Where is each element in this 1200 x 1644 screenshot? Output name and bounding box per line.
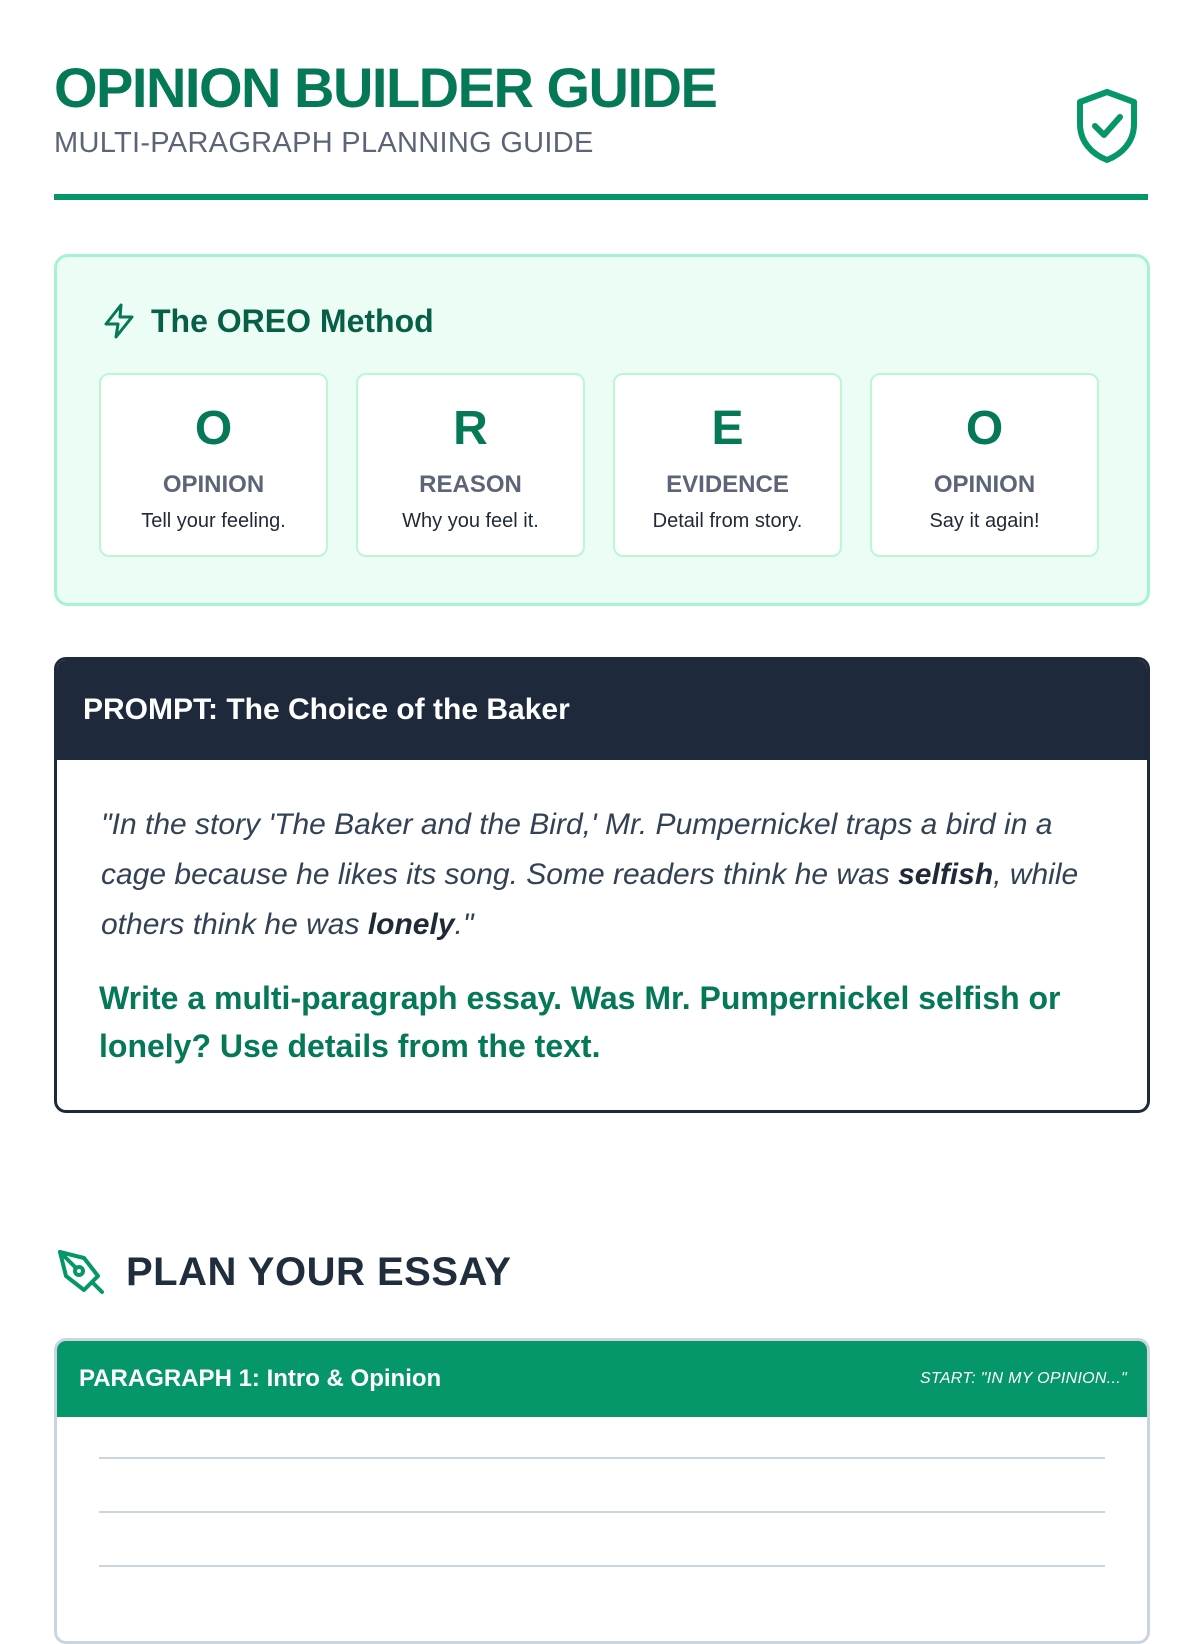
writing-line[interactable]	[99, 1511, 1105, 1513]
quote-emphasis-lonely: lonely	[367, 908, 455, 941]
card-letter: O	[194, 402, 233, 455]
prompt-heading: PROMPT: The Choice of the Baker	[57, 660, 1147, 760]
oreo-card-evidence	[613, 373, 842, 557]
oreo-card-opinion-restate	[870, 373, 1099, 557]
card-name: REASON	[419, 471, 522, 498]
plan-heading	[54, 1244, 511, 1300]
card-description: Detail from story.	[652, 510, 803, 532]
writing-line[interactable]	[99, 1457, 1105, 1459]
oreo-card-reason	[356, 373, 585, 557]
oreo-method-panel	[54, 254, 1150, 606]
oreo-title: The OREO Method	[151, 302, 434, 339]
plan-title: PLAN YOUR ESSAY	[126, 1249, 512, 1294]
lightning-icon	[99, 301, 139, 341]
paragraph-1-hint: START: "IN MY OPINION..."	[919, 1370, 1127, 1387]
prompt-box	[54, 657, 1150, 1113]
header-divider	[54, 194, 1148, 200]
quote-emphasis-selfish: selfish	[898, 858, 994, 891]
quote-text: "In the story 'The Baker and the Bird,' Mr. Pumpernickel traps a bird in a cage because he likes its song. Some readers think he was	[101, 808, 1053, 891]
oreo-cards	[99, 373, 1099, 557]
card-letter: O	[965, 402, 1004, 455]
card-description: Why you feel it.	[402, 510, 539, 532]
writing-line[interactable]	[99, 1565, 1105, 1567]
quote-text: ."	[454, 908, 474, 941]
paragraph-1-title: PARAGRAPH 1: Intro & Opinion	[79, 1365, 442, 1392]
page-header	[54, 56, 1148, 202]
oreo-heading	[99, 299, 434, 343]
prompt-quote	[101, 800, 1103, 950]
card-name: OPINION	[162, 471, 265, 498]
card-name: OPINION	[933, 471, 1036, 498]
card-description: Tell your feeling.	[141, 510, 286, 532]
card-letter: R	[453, 402, 488, 455]
quote-text: , while others think he was	[101, 858, 1079, 941]
page-subtitle: MULTI-PARAGRAPH PLANNING GUIDE	[54, 127, 594, 159]
oreo-card-opinion	[99, 373, 328, 557]
pen-nib-icon	[54, 1246, 106, 1298]
shield-check-icon	[1074, 88, 1140, 164]
paragraph-1-header	[57, 1341, 1147, 1417]
page-title: OPINION BUILDER GUIDE	[54, 56, 717, 119]
prompt-task: Write a multi-paragraph essay. Was Mr. Pumpernickel selfish or lonely? Use details from the text.	[99, 980, 1061, 1064]
paragraph-1-box	[54, 1338, 1150, 1644]
card-description: Say it again!	[929, 510, 1040, 532]
card-name: EVIDENCE	[666, 471, 789, 498]
card-letter: E	[711, 402, 744, 455]
